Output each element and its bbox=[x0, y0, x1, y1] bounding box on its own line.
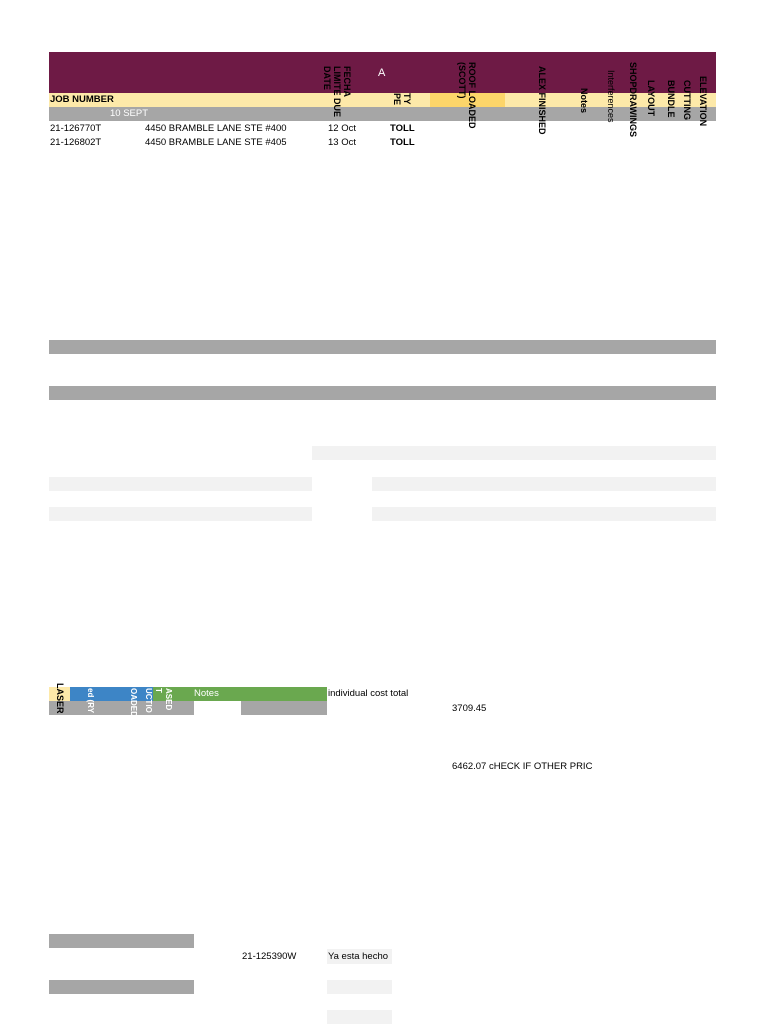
individual-cost-label: individual cost total bbox=[328, 688, 409, 699]
row-1-job[interactable]: 21-126770T bbox=[50, 123, 102, 134]
separator-band-2 bbox=[49, 386, 716, 400]
col-blue: ed (RY bbox=[86, 688, 95, 714]
date-row-label: 10 SEPT bbox=[110, 108, 149, 119]
col-cutting: CUTTING bbox=[682, 80, 692, 120]
col-loaded: OADED bbox=[129, 688, 138, 717]
light-band-1 bbox=[312, 446, 716, 460]
col-type: TY PE bbox=[392, 93, 412, 106]
col-layout: LAYOUT bbox=[646, 80, 656, 117]
row-1-due[interactable]: 12 Oct bbox=[328, 123, 356, 134]
header-band-label: A bbox=[378, 67, 386, 79]
bottom-note[interactable]: Ya esta hecho bbox=[328, 951, 389, 962]
row-2-due[interactable]: 13 Oct bbox=[328, 137, 356, 148]
bottom-gray-2 bbox=[49, 980, 194, 994]
row-2-type[interactable]: TOLL bbox=[390, 137, 415, 148]
lower-gray-row-b bbox=[241, 701, 327, 715]
light-band-3a bbox=[49, 507, 312, 521]
col-alex: ALEX FINISHED bbox=[537, 66, 547, 135]
col-elevation: ELEVATION bbox=[698, 76, 708, 127]
row-2-job[interactable]: 21-126802T bbox=[50, 137, 102, 148]
light-band-2b bbox=[372, 477, 716, 491]
value-1[interactable]: 3709.45 bbox=[452, 703, 487, 714]
col-shopdrawings: SHOPDRAWINGS bbox=[628, 62, 638, 138]
bottom-light-2 bbox=[327, 1010, 392, 1024]
bottom-gray-1 bbox=[49, 934, 194, 948]
col-laser: LASER bbox=[55, 683, 65, 714]
blue-col-bg bbox=[70, 687, 153, 701]
bottom-light-1 bbox=[327, 980, 392, 994]
col-bundle: BUNDLE bbox=[666, 80, 676, 118]
value-2[interactable]: 6462.07 cHECK IF OTHER PRIC bbox=[452, 761, 593, 772]
col-due-date: FECHA LIMITE DUE DATE bbox=[322, 66, 352, 117]
separator-band-1 bbox=[49, 340, 716, 354]
col-interferences: Interferences bbox=[606, 70, 616, 123]
green-col-bg bbox=[153, 687, 327, 701]
light-band-2a bbox=[49, 477, 312, 491]
row-2-address[interactable]: 4450 BRAMBLE LANE STE #405 bbox=[145, 137, 287, 148]
light-band-3b bbox=[372, 507, 716, 521]
row-1-type[interactable]: TOLL bbox=[390, 123, 415, 134]
col-roof: ROOF LOADED (SCOTT) bbox=[457, 62, 477, 129]
lower-notes-label: Notes bbox=[194, 688, 219, 699]
bottom-job[interactable]: 21-125390W bbox=[242, 951, 297, 962]
job-number-header: JOB NUMBER bbox=[50, 94, 114, 105]
col-passed: ASED T UCTIO bbox=[144, 688, 173, 713]
row-1-address[interactable]: 4450 BRAMBLE LANE STE #400 bbox=[145, 123, 287, 134]
col-notes: Notes bbox=[579, 88, 589, 114]
